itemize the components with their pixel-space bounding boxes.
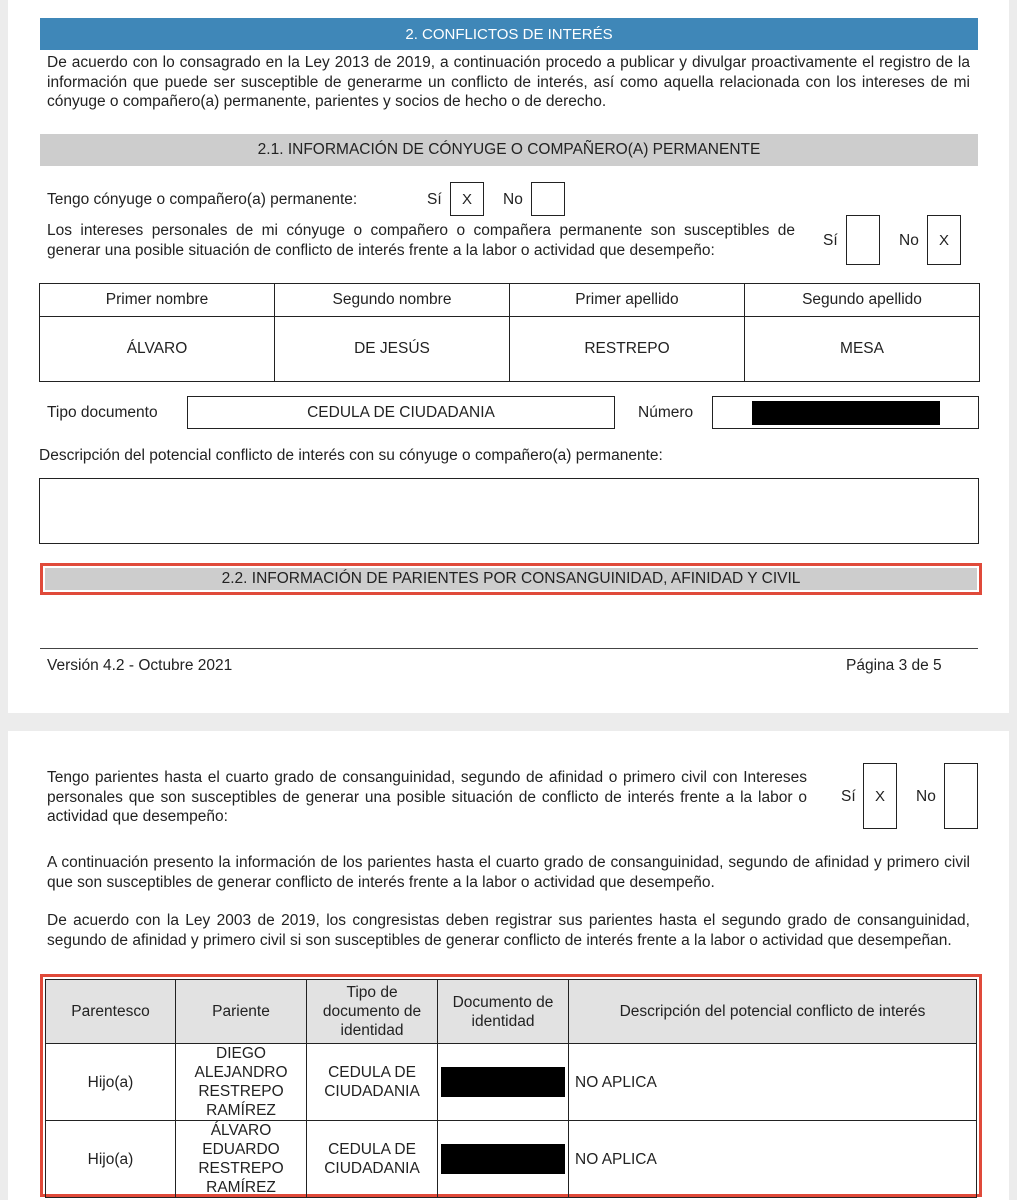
subsection-title-relatives: 2.2. INFORMACIÓN DE PARIENTES POR CONSANGUINIDAD, AFINIDAD Y CIVIL	[45, 568, 977, 590]
header-doc-type: Tipo de documento de identidad	[307, 980, 438, 1044]
relatives-yes-checkbox[interactable]: X	[863, 763, 897, 829]
header-second-surname: Segundo apellido	[745, 284, 980, 317]
law-paragraph: De acuerdo con la Ley 2003 de 2019, los congresistas deben registrar sus parientes hasta el segundo grado de consanguinidad, segundo de afinidad y primero civil si son susceptibles de generar conflicto de interés frente a la labor o actividad que desempeñan.	[47, 912, 970, 949]
footer-page-number: Página 3 de 5	[846, 657, 942, 674]
yes-label: Sí	[823, 232, 838, 249]
header-doc-number: Documento de identidad	[438, 980, 569, 1044]
relatives-table-highlight	[40, 974, 982, 1197]
table-row	[46, 1121, 977, 1198]
value-second-surname: MESA	[745, 317, 980, 382]
cell-relative: ÁLVARO EDUARDO RESTREPO RAMÍREZ	[176, 1121, 307, 1198]
number-field[interactable]	[712, 396, 979, 429]
cell-relative: DIEGO ALEJANDRO RESTREPO RAMÍREZ	[176, 1044, 307, 1121]
header-description: Descripción del potencial conflicto de interés	[569, 980, 977, 1044]
question-relatives: Tengo parientes hasta el cuarto grado de consanguinidad, segundo de afinidad o primero civil con Intereses personales que son susceptibles de generar una posible situación de conflicto de interés frente a la labor o actividad que desempeño:	[47, 769, 807, 825]
no-label: No	[916, 788, 936, 805]
yes-label: Sí	[841, 788, 856, 805]
subsection-title-spouse: 2.1. INFORMACIÓN DE CÓNYUGE O COMPAÑERO(A) PERMANENTE	[40, 134, 978, 166]
value-first-surname: RESTREPO	[510, 317, 745, 382]
intro-paragraph: De acuerdo con lo consagrado en la Ley 2013 de 2019, a continuación procedo a publicar y divulgar proactivamente el registro de la información que puede ser susceptible de generarme un conflicto de interés, así como aquella relacionada con los intereses de mi cónyuge o compañero(a) permanente, parientes y socios de hecho o de derecho.	[47, 54, 970, 110]
value-first-name: ÁLVARO	[40, 317, 275, 382]
value-second-name: DE JESÚS	[275, 317, 510, 382]
description-field[interactable]	[39, 478, 979, 544]
header-first-name: Primer nombre	[40, 284, 275, 317]
header-relative: Pariente	[176, 980, 307, 1044]
header-relationship: Parentesco	[46, 980, 176, 1044]
cell-doc-type: CEDULA DE CIUDADANIA	[307, 1121, 438, 1198]
spouse-interest-yes-checkbox[interactable]	[846, 215, 880, 265]
spouse-names-table	[39, 283, 980, 382]
document-page-4	[8, 731, 1009, 1200]
number-label: Número	[638, 404, 694, 421]
relatives-no-checkbox[interactable]	[944, 763, 978, 829]
header-second-name: Segundo nombre	[275, 284, 510, 317]
doc-type-label: Tipo documento	[47, 404, 158, 421]
description-label: Descripción del potencial conflicto de interés con su cónyuge o compañero(a) permanente:	[39, 447, 663, 464]
redacted-doc-number	[441, 1067, 565, 1097]
document-page-3	[8, 0, 1009, 713]
spouse-yes-checkbox[interactable]: X	[450, 182, 484, 216]
section-title-conflicts: 2. CONFLICTOS DE INTERÉS	[40, 18, 978, 50]
cell-description: NO APLICA	[569, 1044, 977, 1121]
cell-doc-type: CEDULA DE CIUDADANIA	[307, 1044, 438, 1121]
yes-label: Sí	[427, 191, 442, 208]
relatives-table	[45, 979, 977, 1198]
no-label: No	[899, 232, 919, 249]
header-first-surname: Primer apellido	[510, 284, 745, 317]
footer-divider	[40, 648, 978, 649]
footer-version: Versión 4.2 - Octubre 2021	[47, 657, 233, 674]
spouse-interest-no-checkbox[interactable]: X	[927, 215, 961, 265]
subsection-2-2-highlight	[40, 563, 982, 595]
question-spouse-interests: Los intereses personales de mi cónyuge o compañero o compañera permanente son susceptibles de generar una posible situación de conflicto de interés frente a la labor o actividad que desempeño:	[47, 222, 795, 259]
redacted-number	[752, 401, 940, 425]
cell-doc-number	[438, 1121, 569, 1198]
no-label: No	[503, 191, 523, 208]
redacted-doc-number	[441, 1144, 565, 1174]
relatives-info-paragraph: A continuación presento la información de los parientes hasta el cuarto grado de consanguinidad, segundo de afinidad y primero civil que son susceptibles de generar conflicto de interés frente a la labor o actividad que desempeño.	[47, 854, 970, 891]
cell-relationship: Hijo(a)	[46, 1044, 176, 1121]
spouse-no-checkbox[interactable]	[531, 182, 565, 216]
question-spouse: Tengo cónyuge o compañero(a) permanente:	[47, 191, 358, 208]
cell-doc-number	[438, 1044, 569, 1121]
table-row	[46, 1044, 977, 1121]
doc-type-field[interactable]: CEDULA DE CIUDADANIA	[187, 396, 615, 429]
cell-relationship: Hijo(a)	[46, 1121, 176, 1198]
cell-description: NO APLICA	[569, 1121, 977, 1198]
